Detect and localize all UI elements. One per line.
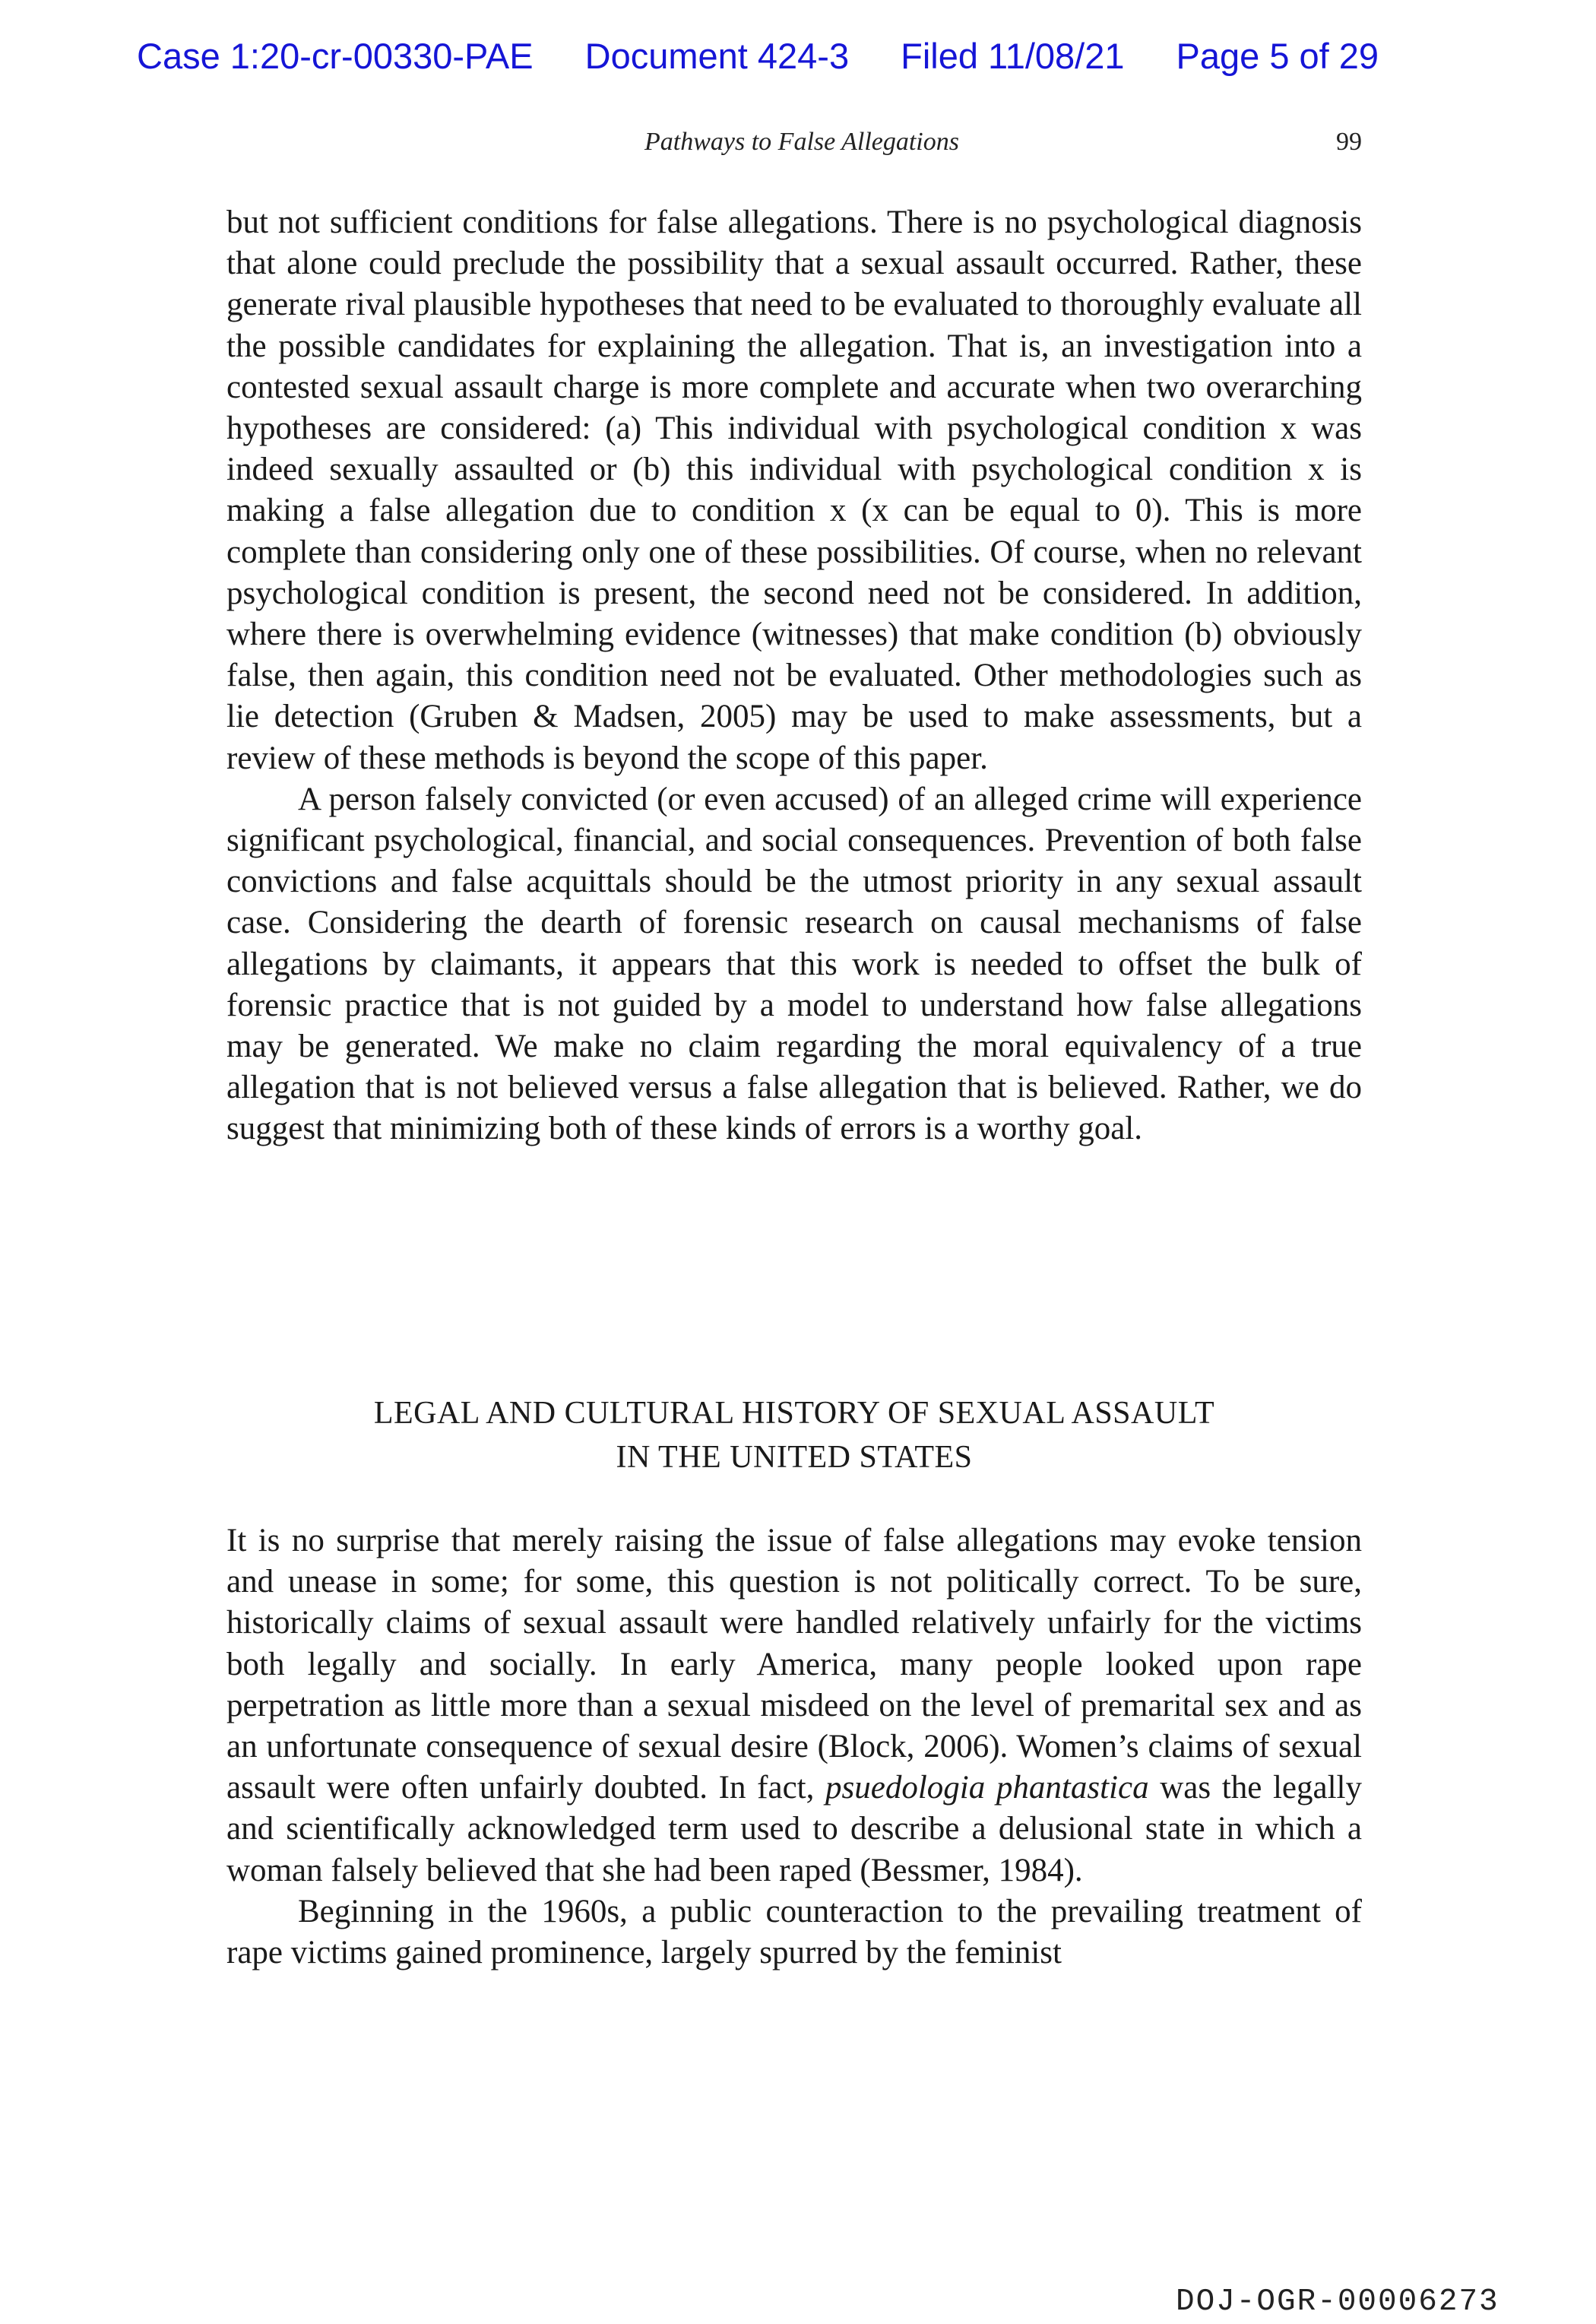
paragraph: Beginning in the 1960s, a public counteraction to the prevailing treatment of rape victims gained prominence, largely spurred by the feminist <box>226 1893 1362 1971</box>
paragraph-text: was the legally and scientifically acknowledged term used to describe a delusional state in which a woman falsely believed that she had been raped (Bessmer, 1984). <box>226 1770 1363 1888</box>
section-heading <box>226 1391 1362 1479</box>
section-heading-line-2: IN THE UNITED STATES <box>616 1440 973 1475</box>
running-head <box>226 128 1362 166</box>
case-number: Case 1:20-cr-00330-PAE <box>137 36 534 76</box>
paragraph-text: It is no surprise that merely raising the issue of false allegations may evoke tension and unease in some; for some, this question is not politically correct. To be sure, historically claims of sexual assault were handled relatively unfairly for the victims both legally and socially. In early America, many people looked upon rape perpetration as little more than a sexual misdeed on the level of premarital sex and as an unfortunate consequence of sexual desire (Block, 2006). Women’s claims of sexual assault were often unfairly doubted. In fact, <box>226 1523 1362 1806</box>
bates-number: DOJ-OGR-00006273 <box>1176 2284 1499 2319</box>
page-count: Page 5 of 29 <box>1176 36 1379 76</box>
paragraph: A person falsely convicted (or even accused) of an alleged crime will experience significant psychological, financial, and social consequences. Prevention of both false convictions and false acquittals should be the utmost priority in any sexual assault case. Considering the dearth of forensic research on causal mechanisms of false allegations by claimants, it appears that this work is needed to offset the bulk of forensic practice that is not guided by a model to understand how false allegations may be generated. We make no claim regarding the moral equivalency of a true allegation that is not believed versus a false allegation that is believed. Rather, we do suggest that minimizing both of these kinds of errors is a worthy goal. <box>226 781 1362 1147</box>
section-heading-line-1: LEGAL AND CULTURAL HISTORY OF SEXUAL ASSAULT <box>373 1396 1215 1431</box>
body-section-1 <box>226 202 1362 1150</box>
document-number: Document 424-3 <box>584 36 850 76</box>
body-section-2 <box>226 1520 1362 1974</box>
page-number: 99 <box>1336 128 1362 156</box>
paragraph <box>226 1520 1362 1891</box>
court-filing-stamp <box>137 35 1474 77</box>
paragraph: but not sufficient conditions for false allegations. There is no psychological diagnosis that alone could preclude the possibility that a sexual assault occurred. Rather, these generate rival plausible hypotheses that need to be evaluated to thoroughly evaluate all the possible candidates for explaining the allegation. That is, an investigation into a contested sexual assault charge is more complete and accurate when two overarching hypotheses are considered: (a) This individual with psychological condition x was indeed sexually assaulted or (b) this individual with psychological condition x is making a false allegation due to condition x (x can be equal to 0). This is more complete than considering only one of these possibilities. Of course, when no relevant psychological condition is present, the second need not be considered. In addition, where there is overwhelming evidence (witnesses) that make condition (b) obviously false, then again, this condition need not be evaluated. Other methodologies such as lie detection (Gruben & Madsen, 2005) may be used to make assessments, but a review of these methods is beyond the scope of this paper. <box>226 204 1362 776</box>
filed-date: Filed 11/08/21 <box>901 36 1125 76</box>
running-head-title: Pathways to False Allegations <box>644 128 959 156</box>
italic-term: psuedologia phantastica <box>825 1770 1149 1806</box>
